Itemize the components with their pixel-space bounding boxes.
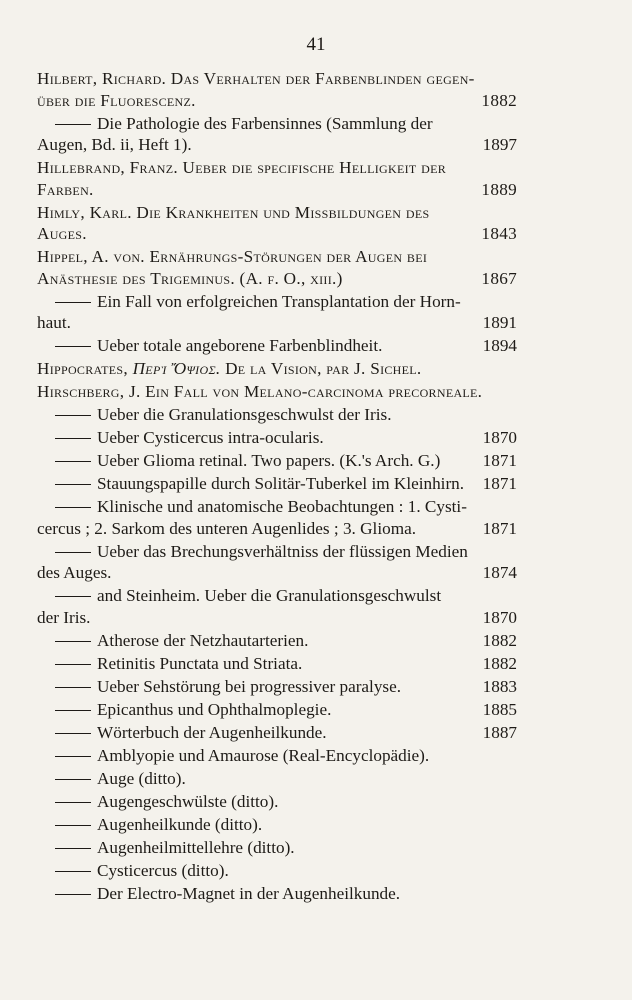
- entry-year: 1897: [482, 135, 517, 154]
- entry-text: Die Pathologie des Farbensinnes (Sammlung der: [97, 113, 433, 133]
- bibliography-entry: [37, 157, 515, 200]
- entry-text: Atherose der Netzhautarterien.: [97, 630, 309, 650]
- bibliography-entry: [37, 404, 515, 426]
- bibliography-entry: [37, 653, 515, 675]
- entry-text: der Iris.: [37, 607, 91, 627]
- entry-text: A. von. Ernährungs-Störungen der Augen bei: [87, 247, 428, 266]
- entry-text: Klinische und anatomische Beobachtungen : 1. Cysti-: [97, 497, 467, 516]
- entry-text: Ueber totale angeborene Farbenblindheit.: [97, 336, 383, 355]
- entry-year: 1882: [482, 630, 517, 650]
- bibliography-entry: [37, 291, 515, 334]
- bibliography-entry: [37, 68, 515, 111]
- entry-text: Stauungspapille durch Solitär-Tuberkel im Kleinhirn.: [97, 474, 465, 493]
- entry-year: 1887: [482, 722, 517, 742]
- entry-text: Karl. Die Krankheiten und Missbildungen des: [84, 202, 430, 222]
- bibliography-entry: [37, 791, 515, 813]
- ditto-dash: [55, 641, 91, 642]
- entry-year: 1894: [482, 336, 517, 355]
- ditto-dash: [55, 124, 91, 125]
- author-name: Himly,: [37, 202, 85, 222]
- entry-year: 1874: [482, 563, 517, 582]
- bibliography-entry: [37, 722, 515, 744]
- entry-text: des Auges.: [37, 563, 112, 582]
- ditto-dash: [55, 664, 91, 665]
- entry-text: Ueber Glioma retinal. Two papers. (K.'s Arch. G.): [97, 451, 441, 470]
- bibliography-entry: [37, 630, 515, 652]
- entry-text: Retinitis Punctata und Striata.: [97, 653, 303, 673]
- bibliography-list: [37, 68, 515, 906]
- ditto-dash: [55, 733, 91, 734]
- bibliography-entry: [37, 113, 515, 156]
- ditto-dash: [55, 825, 91, 826]
- entry-year: 1867: [481, 268, 517, 288]
- entry-year: 1870: [482, 607, 517, 627]
- entry-text: cercus ; 2. Sarkom des unteren Augenlides ; 3. Glioma.: [37, 518, 416, 538]
- author-name: Hippocrates,: [37, 359, 128, 378]
- bibliography-entry: [37, 837, 515, 859]
- bibliography-entry: [37, 450, 515, 472]
- author-name: Hippel,: [37, 247, 88, 266]
- entry-text: Augen, Bd. ii, Heft 1).: [37, 135, 192, 154]
- entry-text: De la Vision, par J. Sichel.: [220, 359, 422, 378]
- bibliography-entry: [37, 381, 515, 403]
- entry-text: Der Electro-Magnet in der Augenheilkunde.: [97, 883, 401, 903]
- bibliography-entry: [37, 883, 515, 905]
- bibliography-entry: [37, 860, 515, 882]
- author-name: Hillebrand,: [37, 158, 126, 177]
- entry-text: Richard. Das Verhalten der Farbenblinden gegen-: [97, 69, 475, 88]
- ditto-dash: [55, 710, 91, 711]
- entry-year: 1889: [481, 179, 517, 199]
- entry-text: Auge (ditto).: [97, 768, 186, 788]
- author-name: Hirschberg,: [37, 382, 125, 401]
- entry-text: Franz. Ueber die specifische Helligkeit der: [125, 158, 446, 177]
- entry-text: Ueber Cysticercus intra-ocularis.: [97, 428, 324, 447]
- bibliography-entry: [37, 358, 515, 380]
- bibliography-entry: [37, 585, 515, 628]
- greek-title: Περὶ Ὄψιος.: [128, 359, 221, 378]
- entry-year: 1882: [482, 653, 517, 673]
- ditto-dash: [55, 552, 91, 553]
- entry-year: 1882: [481, 90, 517, 110]
- ditto-dash: [55, 871, 91, 872]
- ditto-dash: [55, 802, 91, 803]
- bibliography-entry: [37, 246, 515, 289]
- entry-text: Epicanthus und Ophthalmoplegie.: [97, 699, 332, 719]
- entry-year: 1871: [482, 451, 517, 470]
- entry-text: Anästhesie des Trigeminus. (A. f. O., xiii.): [37, 268, 343, 288]
- entry-text: über die Fluorescenz.: [37, 90, 196, 110]
- entry-year: 1843: [481, 224, 517, 243]
- entry-text: Wörterbuch der Augenheilkunde.: [97, 722, 327, 742]
- bibliography-entry: [37, 335, 515, 357]
- entry-text: J. Ein Fall von Melano-carcinoma precorneale.: [124, 382, 483, 401]
- bibliography-entry: [37, 676, 515, 698]
- entry-text: Amblyopie und Amaurose (Real-Encyclopädie).: [97, 745, 430, 765]
- entry-year: 1871: [482, 474, 517, 493]
- entry-text: haut.: [37, 313, 71, 332]
- entry-year: 1871: [482, 518, 517, 538]
- entry-text: Augenheilkunde (ditto).: [97, 814, 263, 834]
- bibliography-entry: [37, 768, 515, 790]
- ditto-dash: [55, 507, 91, 508]
- bibliography-entry: [37, 202, 515, 245]
- ditto-dash: [55, 779, 91, 780]
- bibliography-entry: [37, 473, 515, 495]
- entry-year: 1883: [482, 676, 517, 696]
- bibliography-entry: [37, 814, 515, 836]
- ditto-dash: [55, 687, 91, 688]
- entry-text: Augengeschwülste (ditto).: [97, 791, 279, 811]
- entry-text: Ein Fall von erfolgreichen Transplantation der Horn-: [97, 291, 461, 311]
- entry-year: 1891: [482, 313, 517, 332]
- entry-year: 1870: [482, 428, 517, 447]
- page-number: 41: [306, 34, 326, 55]
- ditto-dash: [55, 302, 91, 303]
- ditto-dash: [55, 484, 91, 485]
- bibliography-entry: [37, 699, 515, 721]
- ditto-dash: [55, 894, 91, 895]
- ditto-dash: [55, 461, 91, 462]
- ditto-dash: [55, 438, 91, 439]
- entry-text: Ueber Sehstörung bei progressiver paralyse.: [97, 676, 402, 696]
- entry-year: 1885: [482, 699, 517, 719]
- bibliography-entry: [37, 427, 515, 449]
- ditto-dash: [55, 596, 91, 597]
- entry-text: Cysticercus (ditto).: [97, 860, 229, 880]
- bibliography-entry: [37, 496, 515, 539]
- ditto-dash: [55, 756, 91, 757]
- bibliography-entry: [37, 541, 515, 584]
- ditto-dash: [55, 346, 91, 347]
- author-name: Hilbert,: [37, 69, 98, 88]
- entry-text: and Steinheim. Ueber die Granulationsgeschwulst: [97, 586, 442, 605]
- ditto-dash: [55, 848, 91, 849]
- entry-text: Augenheilmittellehre (ditto).: [97, 837, 295, 857]
- entry-text: Auges.: [37, 224, 87, 243]
- entry-text: Farben.: [37, 179, 94, 199]
- entry-text: Ueber die Granulationsgeschwulst der Iris.: [97, 405, 392, 424]
- bibliography-entry: [37, 745, 515, 767]
- ditto-dash: [55, 415, 91, 416]
- entry-text: Ueber das Brechungsverhältniss der flüssigen Medien: [97, 541, 468, 561]
